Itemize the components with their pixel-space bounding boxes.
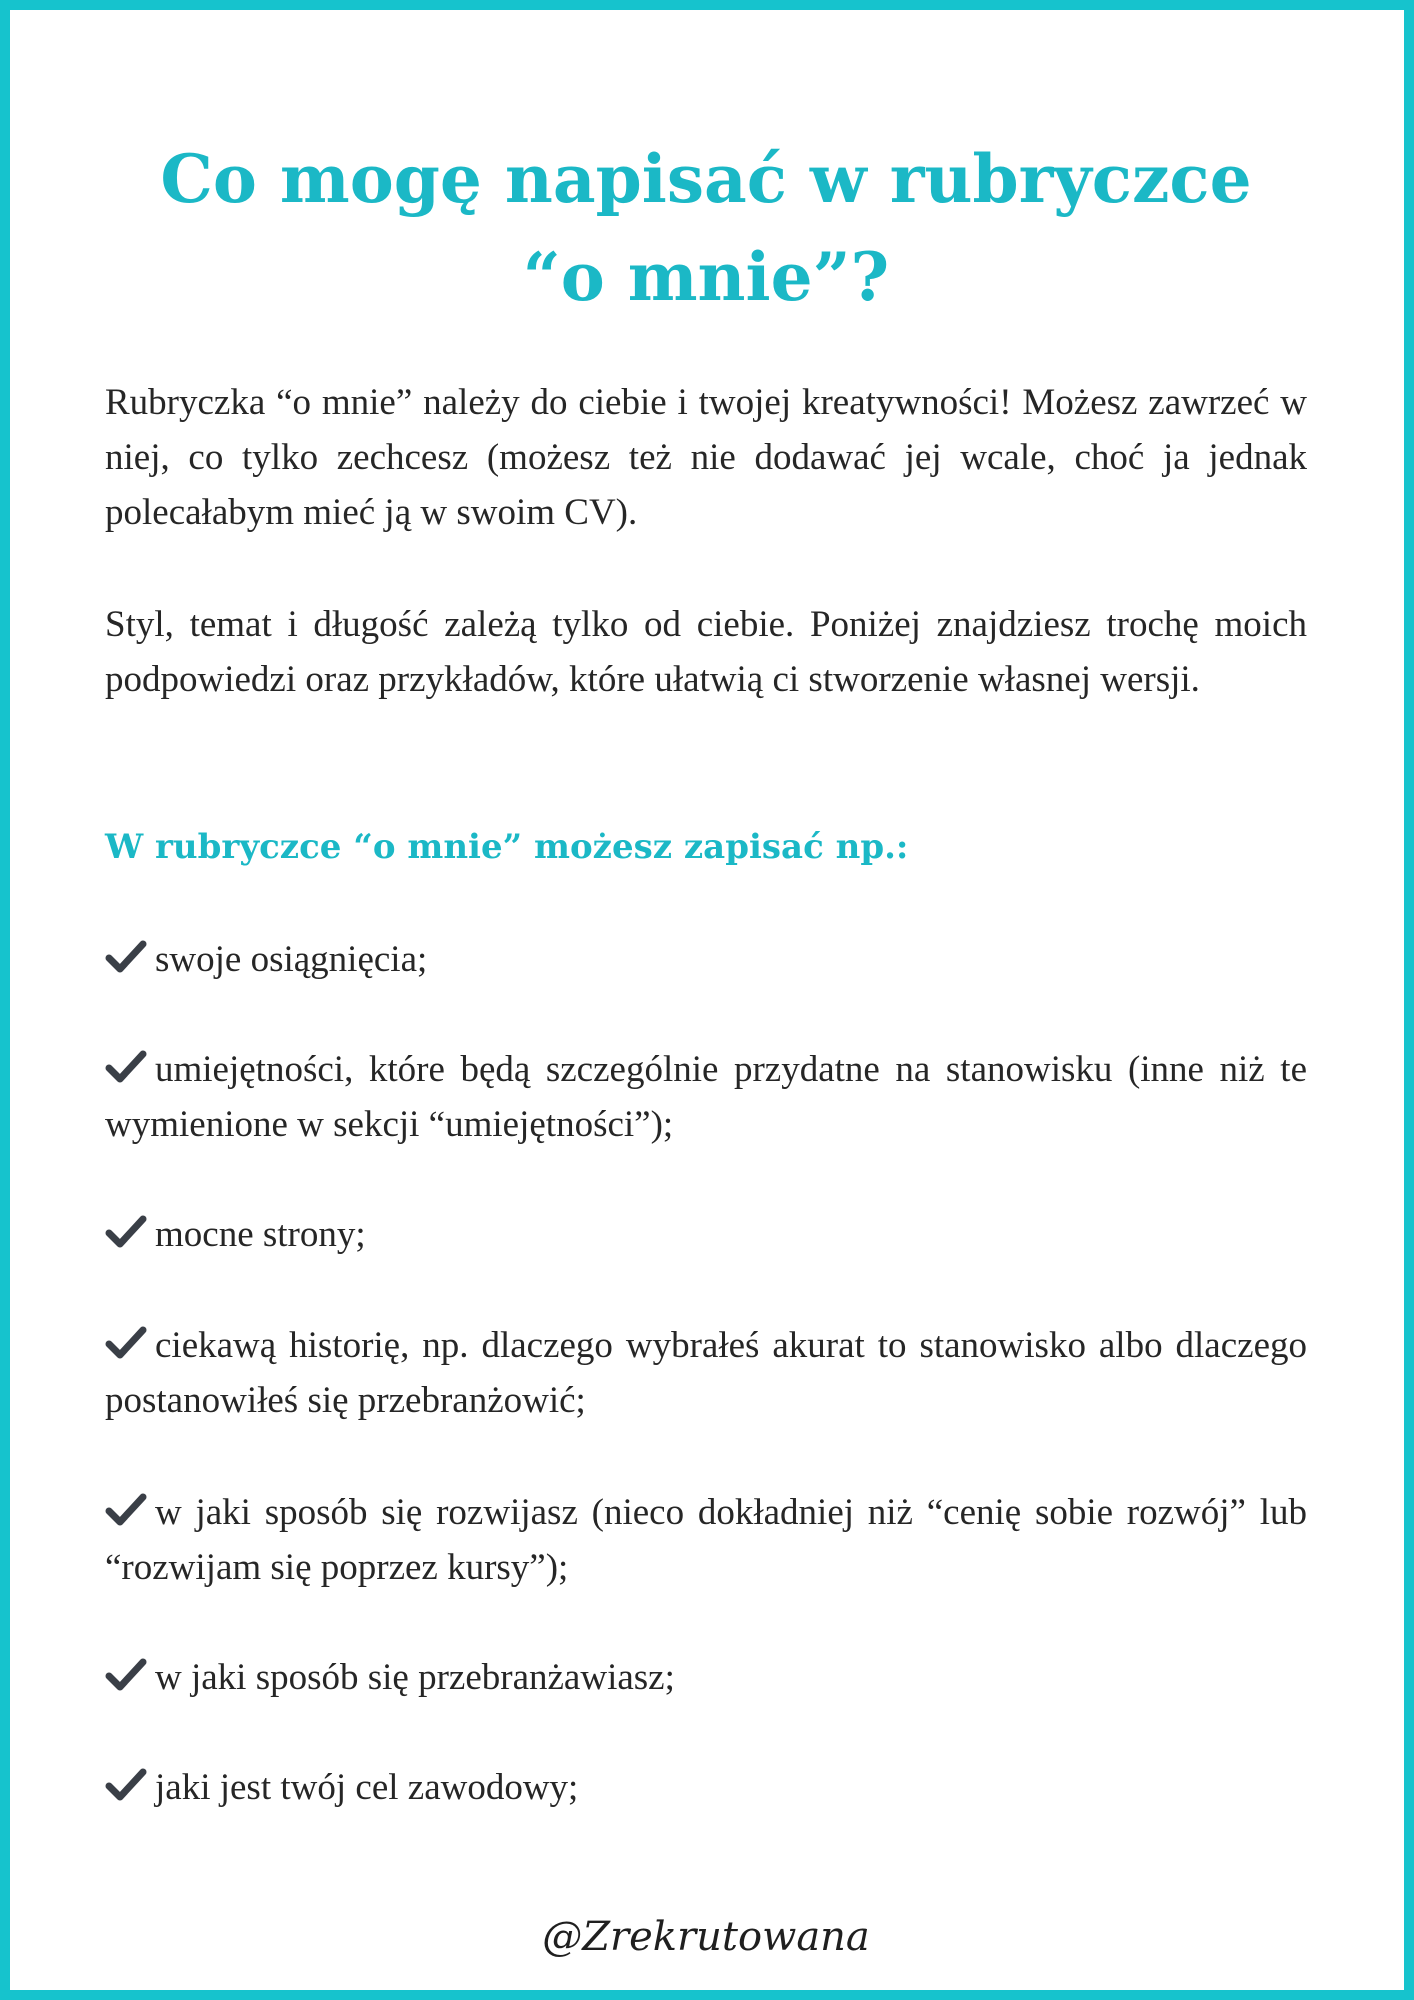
list-item-text: swoje osiągnięcia; <box>155 939 428 980</box>
list-item-text: ciekawą historię, np. dlaczego wybrałeś akurat to stanowisko albo dlaczego postanowiłeś się przebranżowić; <box>105 1325 1307 1421</box>
check-icon <box>105 1049 147 1085</box>
list-item-text: w jaki sposób się rozwijasz (nieco dokładniej niż “cenię sobie rozwój” lub “rozwijam się poprzez kursy”); <box>105 1492 1307 1588</box>
list-item <box>105 1650 1307 1705</box>
author-signature: @Zrekrutowana <box>542 1914 870 1960</box>
list-item-text: jaki jest twój cel zawodowy; <box>155 1767 579 1808</box>
list-item <box>105 1318 1307 1428</box>
check-icon <box>105 939 147 975</box>
list-item-text: w jaki sposób się przebranżawiasz; <box>155 1657 675 1698</box>
list-item <box>105 932 1307 987</box>
title-line-1: Co mogę napisać w rubryczce <box>160 140 1252 218</box>
list-item <box>105 1207 1307 1262</box>
list-item-text: mocne strony; <box>155 1214 366 1255</box>
title-line-2: “o mnie”? <box>522 238 890 316</box>
check-icon <box>105 1214 147 1250</box>
page-title <box>105 130 1307 326</box>
intro-paragraph: Rubryczka “o mnie” należy do ciebie i twojej kreatywności! Możesz zawrzeć w niej, co tylko zechcesz (możesz też nie dodawać jej wcale, choć ja jednak polecałabym mieć ją w swoim CV). <box>105 382 1307 533</box>
check-icon <box>105 1657 147 1693</box>
style-paragraph: Styl, temat i długość zależą tylko od ciebie. Poniżej znajdziesz trochę moich podpowiedzi oraz przykładów, które ułatwią ci stworzenie własnej wersji. <box>105 604 1307 700</box>
check-icon <box>105 1767 147 1803</box>
list-item <box>105 1485 1307 1595</box>
check-icon <box>105 1492 147 1528</box>
list-item-text: umiejętności, które będą szczególnie przydatne na stanowisku (inne niż te wymienione w sekcji “umiejętności”); <box>105 1049 1307 1145</box>
check-icon <box>105 1325 147 1361</box>
list-heading: W rubryczce “o mnie” możesz zapisać np.: <box>105 827 909 867</box>
list-item <box>105 1042 1307 1152</box>
list-item <box>105 1760 1307 1815</box>
